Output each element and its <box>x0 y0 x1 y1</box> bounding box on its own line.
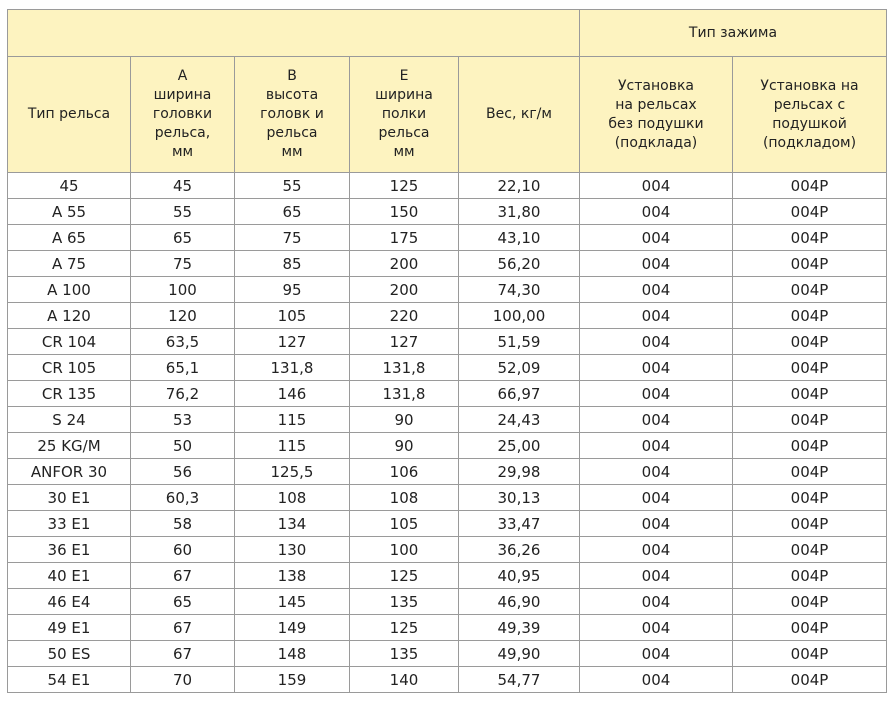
header-line: мм <box>393 144 415 160</box>
header-line: (подклада) <box>614 134 698 151</box>
e-value-cell: 90 <box>350 407 459 433</box>
table-row <box>8 251 887 277</box>
clamp-type-header: Тип зажима <box>580 10 887 57</box>
with-pad-code-cell: 004P <box>733 667 887 693</box>
b-value-cell: 95 <box>235 277 350 303</box>
weight-cell: 52,09 <box>459 355 580 381</box>
e-value-cell: 125 <box>350 173 459 199</box>
b-value-cell: 159 <box>235 667 350 693</box>
without-pad-code-cell: 004 <box>580 277 733 303</box>
a-value-cell: 65 <box>131 225 235 251</box>
with-pad-code-cell: 004P <box>733 563 887 589</box>
weight-cell: 29,98 <box>459 459 580 485</box>
with-pad-code-cell: 004P <box>733 173 887 199</box>
a-value-cell: 70 <box>131 667 235 693</box>
e-value-cell: 135 <box>350 589 459 615</box>
b-value-cell: 131,8 <box>235 355 350 381</box>
rail-type-cell: 46 E4 <box>8 589 131 615</box>
a-value-cell: 67 <box>131 615 235 641</box>
e-value-cell: 106 <box>350 459 459 485</box>
header-line: Вес, кг/м <box>486 106 552 122</box>
table-row <box>8 485 887 511</box>
header-blank-cell <box>8 10 580 57</box>
weight-cell: 100,00 <box>459 303 580 329</box>
rail-type-cell: CR 105 <box>8 355 131 381</box>
without-pad-code-cell: 004 <box>580 225 733 251</box>
header-line: мм <box>171 144 194 160</box>
without-pad-code-cell: 004 <box>580 303 733 329</box>
rail-type-cell: A 120 <box>8 303 131 329</box>
without-pad-code-cell: 004 <box>580 329 733 355</box>
rail-type-cell: 30 E1 <box>8 485 131 511</box>
a-value-cell: 65,1 <box>131 355 235 381</box>
rail-type-cell: A 55 <box>8 199 131 225</box>
rail-type-cell: CR 104 <box>8 329 131 355</box>
a-value-cell: 55 <box>131 199 235 225</box>
b-value-cell: 148 <box>235 641 350 667</box>
with-pad-code-cell: 004P <box>733 485 887 511</box>
rail-type-cell: S 24 <box>8 407 131 433</box>
with-pad-header <box>733 57 887 173</box>
weight-cell: 46,90 <box>459 589 580 615</box>
table-row <box>8 225 887 251</box>
header-row-top <box>8 10 887 57</box>
rail-type-cell: 50 ES <box>8 641 131 667</box>
with-pad-code-cell: 004P <box>733 641 887 667</box>
header-line: высота <box>265 87 319 103</box>
table-row <box>8 589 887 615</box>
rail-type-cell: A 65 <box>8 225 131 251</box>
header-line: головки <box>152 106 213 122</box>
header-line: полки <box>381 106 427 122</box>
e-value-cell: 100 <box>350 537 459 563</box>
e-value-cell: 200 <box>350 251 459 277</box>
with-pad-code-cell: 004P <box>733 251 887 277</box>
header-line: ширина <box>375 87 433 103</box>
table-row <box>8 511 887 537</box>
header-line: B <box>287 68 297 84</box>
header-line: рельса <box>378 125 430 141</box>
with-pad-code-cell: 004P <box>733 459 887 485</box>
weight-cell: 33,47 <box>459 511 580 537</box>
without-pad-code-cell: 004 <box>580 199 733 225</box>
without-pad-code-cell: 004 <box>580 251 733 277</box>
a-value-cell: 63,5 <box>131 329 235 355</box>
table-row <box>8 459 887 485</box>
without-pad-code-cell: 004 <box>580 459 733 485</box>
a-value-cell: 100 <box>131 277 235 303</box>
b-head-height-header <box>235 57 350 173</box>
with-pad-code-cell: 004P <box>733 329 887 355</box>
table-row <box>8 641 887 667</box>
a-value-cell: 76,2 <box>131 381 235 407</box>
weight-cell: 56,20 <box>459 251 580 277</box>
a-value-cell: 45 <box>131 173 235 199</box>
table-row <box>8 277 887 303</box>
rail-type-cell: 25 KG/M <box>8 433 131 459</box>
table-body <box>8 173 887 693</box>
with-pad-code-cell: 004P <box>733 511 887 537</box>
e-value-cell: 175 <box>350 225 459 251</box>
header-line: ширина <box>153 87 212 103</box>
table-row <box>8 563 887 589</box>
e-value-cell: 140 <box>350 667 459 693</box>
rail-type-header <box>8 57 131 173</box>
a-value-cell: 60 <box>131 537 235 563</box>
b-value-cell: 149 <box>235 615 350 641</box>
weight-cell: 54,77 <box>459 667 580 693</box>
without-pad-code-cell: 004 <box>580 641 733 667</box>
with-pad-code-cell: 004P <box>733 225 887 251</box>
e-value-cell: 220 <box>350 303 459 329</box>
a-value-cell: 120 <box>131 303 235 329</box>
weight-cell: 25,00 <box>459 433 580 459</box>
table-row <box>8 615 887 641</box>
e-value-cell: 108 <box>350 485 459 511</box>
weight-cell: 30,13 <box>459 485 580 511</box>
a-value-cell: 65 <box>131 589 235 615</box>
without-pad-code-cell: 004 <box>580 615 733 641</box>
rail-type-cell: A 75 <box>8 251 131 277</box>
weight-cell: 43,10 <box>459 225 580 251</box>
with-pad-code-cell: 004P <box>733 615 887 641</box>
b-value-cell: 130 <box>235 537 350 563</box>
rail-type-cell: 54 E1 <box>8 667 131 693</box>
weight-cell: 31,80 <box>459 199 580 225</box>
rail-type-cell: A 100 <box>8 277 131 303</box>
header-line: Установка <box>618 77 694 94</box>
header-line: рельса <box>266 125 318 141</box>
table-row <box>8 173 887 199</box>
e-value-cell: 125 <box>350 563 459 589</box>
b-value-cell: 55 <box>235 173 350 199</box>
b-value-cell: 65 <box>235 199 350 225</box>
header-line: (подкладом) <box>762 134 857 151</box>
b-value-cell: 134 <box>235 511 350 537</box>
with-pad-code-cell: 004P <box>733 199 887 225</box>
without-pad-code-cell: 004 <box>580 485 733 511</box>
b-value-cell: 125,5 <box>235 459 350 485</box>
weight-cell: 66,97 <box>459 381 580 407</box>
a-value-cell: 58 <box>131 511 235 537</box>
header-row-columns <box>8 57 887 173</box>
without-pad-code-cell: 004 <box>580 355 733 381</box>
e-value-cell: 105 <box>350 511 459 537</box>
without-pad-code-cell: 004 <box>580 667 733 693</box>
weight-cell: 36,26 <box>459 537 580 563</box>
with-pad-code-cell: 004P <box>733 355 887 381</box>
table-row <box>8 433 887 459</box>
without-pad-code-cell: 004 <box>580 563 733 589</box>
rail-type-cell: 49 E1 <box>8 615 131 641</box>
a-value-cell: 50 <box>131 433 235 459</box>
weight-cell: 49,39 <box>459 615 580 641</box>
header-line: Тип рельса <box>27 106 111 122</box>
a-value-cell: 67 <box>131 641 235 667</box>
weight-header <box>459 57 580 173</box>
rail-type-cell: CR 135 <box>8 381 131 407</box>
with-pad-code-cell: 004P <box>733 537 887 563</box>
a-head-width-header <box>131 57 235 173</box>
e-value-cell: 131,8 <box>350 381 459 407</box>
without-pad-code-cell: 004 <box>580 433 733 459</box>
table-row <box>8 303 887 329</box>
b-value-cell: 146 <box>235 381 350 407</box>
without-pad-code-cell: 004 <box>580 537 733 563</box>
table-row <box>8 199 887 225</box>
a-value-cell: 56 <box>131 459 235 485</box>
with-pad-code-cell: 004P <box>733 381 887 407</box>
header-line: головк и <box>260 106 324 122</box>
e-value-cell: 125 <box>350 615 459 641</box>
e-value-cell: 135 <box>350 641 459 667</box>
b-value-cell: 115 <box>235 407 350 433</box>
header-line: рельсах с подушкой <box>772 96 847 132</box>
without-pad-code-cell: 004 <box>580 407 733 433</box>
e-value-cell: 90 <box>350 433 459 459</box>
rail-type-cell: 33 E1 <box>8 511 131 537</box>
header-line: на рельсах <box>615 96 697 113</box>
table-row <box>8 667 887 693</box>
b-value-cell: 115 <box>235 433 350 459</box>
without-pad-code-cell: 004 <box>580 589 733 615</box>
rail-clamp-table <box>7 9 887 693</box>
rail-type-cell: ANFOR 30 <box>8 459 131 485</box>
weight-cell: 22,10 <box>459 173 580 199</box>
without-pad-code-cell: 004 <box>580 173 733 199</box>
a-value-cell: 67 <box>131 563 235 589</box>
header-line: Установка на <box>760 77 859 94</box>
header-line: без подушки <box>608 115 704 132</box>
b-value-cell: 127 <box>235 329 350 355</box>
table-row <box>8 407 887 433</box>
e-value-cell: 150 <box>350 199 459 225</box>
e-value-cell: 200 <box>350 277 459 303</box>
weight-cell: 51,59 <box>459 329 580 355</box>
b-value-cell: 108 <box>235 485 350 511</box>
rail-type-cell: 45 <box>8 173 131 199</box>
with-pad-code-cell: 004P <box>733 433 887 459</box>
header-line: E <box>399 68 409 84</box>
weight-cell: 40,95 <box>459 563 580 589</box>
b-value-cell: 85 <box>235 251 350 277</box>
table-row <box>8 381 887 407</box>
b-value-cell: 105 <box>235 303 350 329</box>
b-value-cell: 138 <box>235 563 350 589</box>
with-pad-code-cell: 004P <box>733 589 887 615</box>
a-value-cell: 75 <box>131 251 235 277</box>
header-line: мм <box>281 144 303 160</box>
without-pad-code-cell: 004 <box>580 381 733 407</box>
b-value-cell: 145 <box>235 589 350 615</box>
without-pad-header <box>580 57 733 173</box>
weight-cell: 49,90 <box>459 641 580 667</box>
a-value-cell: 53 <box>131 407 235 433</box>
rail-type-cell: 40 E1 <box>8 563 131 589</box>
with-pad-code-cell: 004P <box>733 303 887 329</box>
with-pad-code-cell: 004P <box>733 407 887 433</box>
with-pad-code-cell: 004P <box>733 277 887 303</box>
e-value-cell: 131,8 <box>350 355 459 381</box>
a-value-cell: 60,3 <box>131 485 235 511</box>
e-value-cell: 127 <box>350 329 459 355</box>
weight-cell: 74,30 <box>459 277 580 303</box>
header-line: A <box>177 68 188 84</box>
without-pad-code-cell: 004 <box>580 511 733 537</box>
e-foot-width-header <box>350 57 459 173</box>
table-row <box>8 329 887 355</box>
header-line: рельса, <box>154 125 211 141</box>
weight-cell: 24,43 <box>459 407 580 433</box>
table-row <box>8 355 887 381</box>
rail-type-cell: 36 E1 <box>8 537 131 563</box>
b-value-cell: 75 <box>235 225 350 251</box>
table-row <box>8 537 887 563</box>
